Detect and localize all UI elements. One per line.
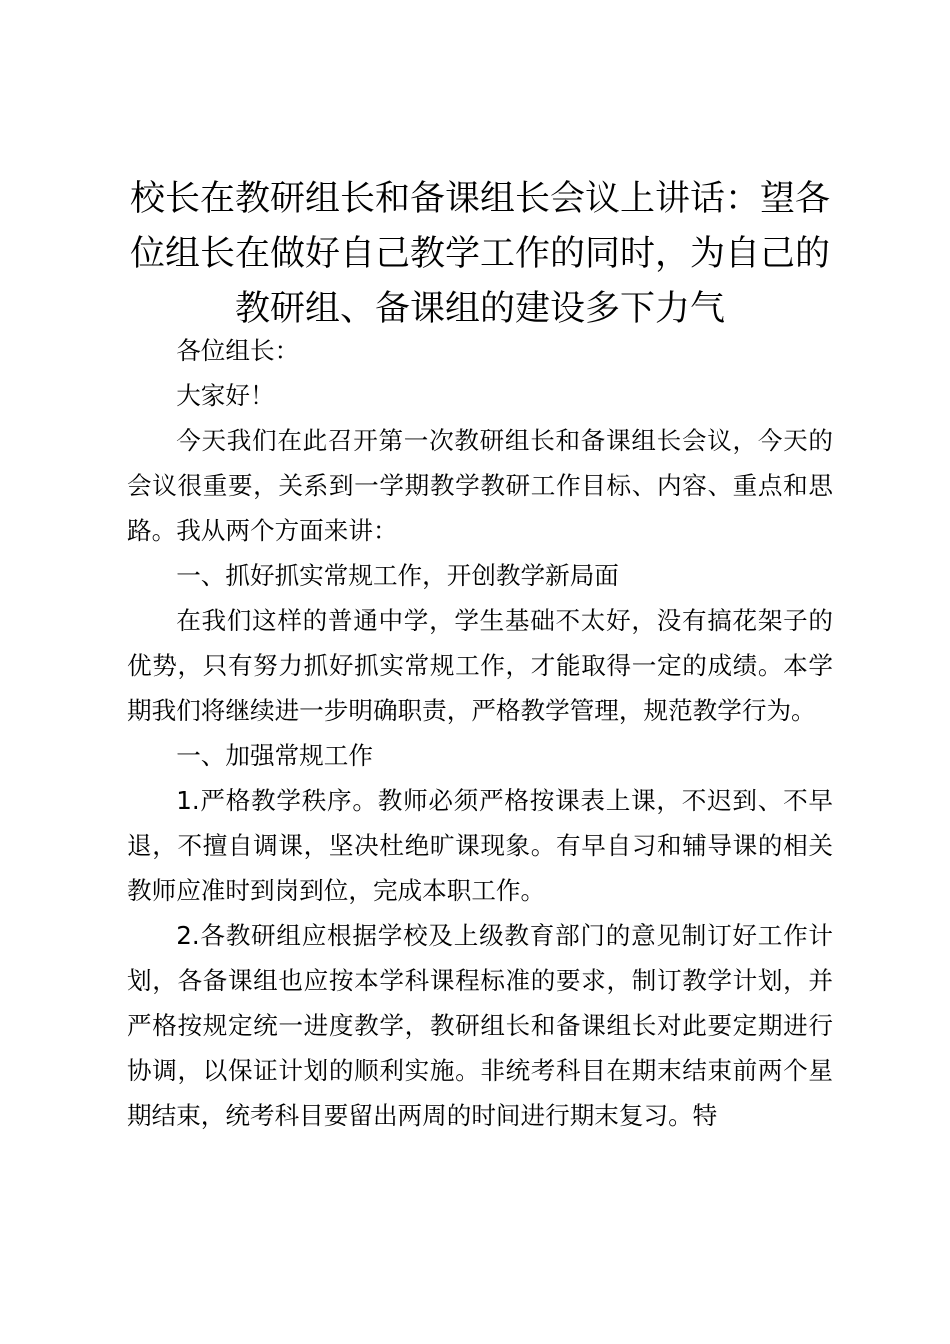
- intro-paragraph: 今天我们在此召开第一次教研组长和备课组长会议，今天的会议很重要，关系到一学期教学教研工作目标、内容、重点和思路。我从两个方面来讲：: [127, 426, 833, 545]
- greeting: 大家好！: [176, 381, 275, 410]
- salutation: 各位组长：: [176, 336, 300, 365]
- body-paragraph: 在我们这样的普通中学，学生基础不太好，没有搞花架子的优势，只有努力抓好抓实常规工作，才能取得一定的成绩。本学期我们将继续进一步明确职责，严格教学管理，规范教学行为。: [127, 606, 833, 725]
- section-heading-1: 一、抓好抓实常规工作，开创教学新局面: [176, 561, 619, 590]
- list-item-2: 2.各教研组应根据学校及上级教育部门的意见制订好工作计划，各备课组也应按本学科课程标准的要求，制订教学计划，并严格按规定统一进度教学，教研组长和备课组长对此要定期进行协调，以保证计划的顺利实施。非统考科目在期末结束前两个星期结束，统考科目要留出两周的时间进行期末复习。特: [127, 921, 833, 1130]
- document-body: [127, 328, 833, 1138]
- document-title: 校长在教研组长和备课组长会议上讲话：望各位组长在做好自己教学工作的同时，为自己的教研组、备课组的建设多下力气: [129, 179, 830, 329]
- list-item-1: 1.严格教学秩序。教师必须严格按课表上课，不迟到、不早退，不擅自调课，坚决杜绝旷课现象。有早自习和辅导课的相关教师应准时到岗到位，完成本职工作。: [127, 786, 833, 905]
- section-heading-2: 一、加强常规工作: [176, 741, 373, 770]
